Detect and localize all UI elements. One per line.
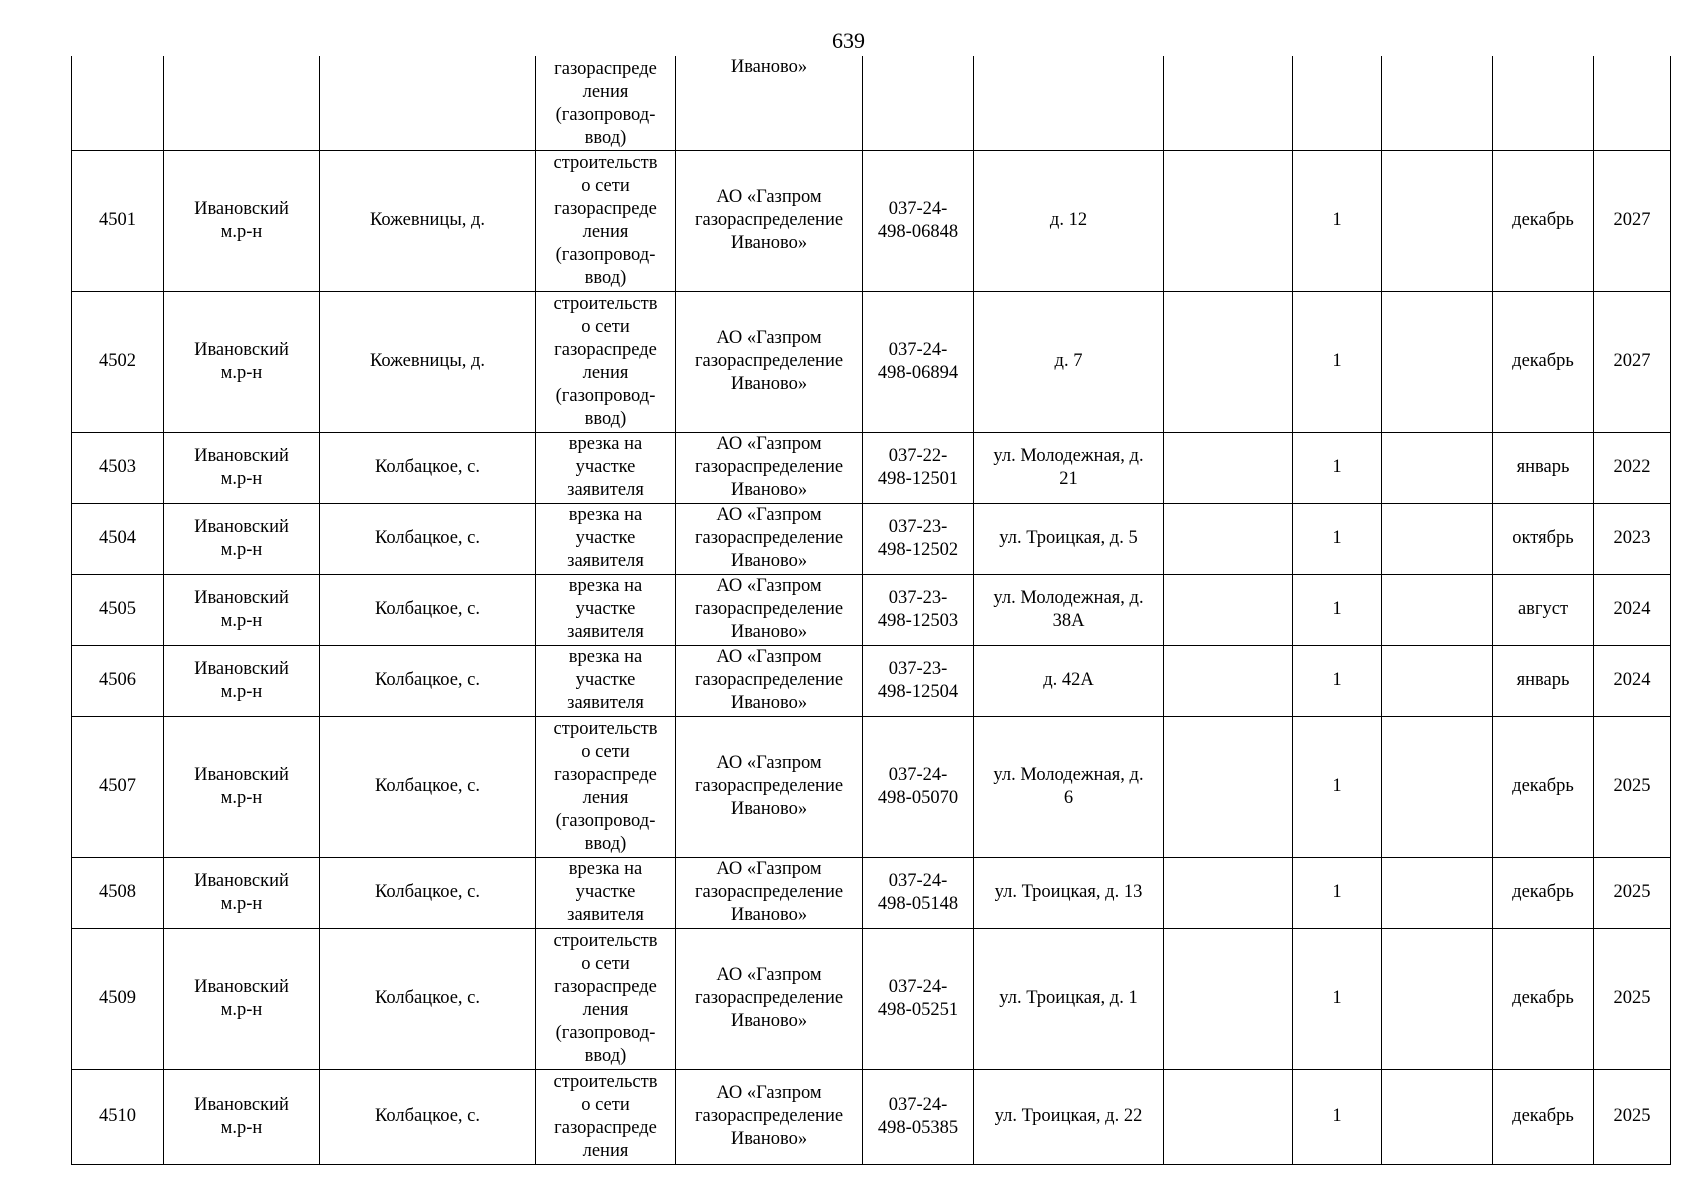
- organization-line: АО «Газпром: [716, 1083, 822, 1103]
- district-line: м.р-н: [220, 221, 263, 242]
- cell-work-type: [536, 574, 676, 645]
- cell-month: январь: [1493, 432, 1594, 503]
- cell-work-type: [536, 716, 676, 857]
- organization-line: газораспределение: [694, 882, 844, 902]
- table-row: [72, 1069, 1671, 1164]
- work-type-line: участке: [575, 882, 636, 902]
- address-line: д. 7: [1054, 351, 1083, 371]
- cell-month: декабрь: [1493, 1069, 1594, 1164]
- cell-organization: [676, 503, 863, 574]
- work-type-line: ления: [582, 999, 629, 1020]
- organization-line: газораспределение: [694, 351, 844, 371]
- cell-address: [974, 1069, 1164, 1164]
- organization-line: Иваново»: [730, 905, 808, 925]
- cell-count: 1: [1293, 928, 1382, 1069]
- cell-empty: [1382, 857, 1493, 928]
- cell-year: 2025: [1594, 716, 1671, 857]
- organization-line: АО «Газпром: [716, 859, 822, 879]
- cell-count: 1: [1293, 291, 1382, 432]
- cell-empty: [1382, 716, 1493, 857]
- cell-month: декабрь: [1493, 857, 1594, 928]
- address-line: д. 12: [1049, 210, 1088, 230]
- cell-district: [164, 857, 320, 928]
- cell-month: декабрь: [1493, 291, 1594, 432]
- work-type-line: строительств: [553, 152, 658, 173]
- work-type-line: врезка на: [568, 434, 643, 454]
- cell-organization: [676, 857, 863, 928]
- cell-number: 4507: [72, 716, 164, 857]
- cell-number: [72, 56, 164, 150]
- table-row: [72, 928, 1671, 1069]
- organization-line: АО «Газпром: [716, 753, 822, 773]
- cell-year: 2027: [1594, 150, 1671, 291]
- table-body: [72, 56, 1671, 1164]
- code-line: 037-23-: [888, 658, 948, 679]
- cell-month: август: [1493, 574, 1594, 645]
- cell-work-type: [536, 56, 676, 150]
- cell-empty: [1382, 1069, 1493, 1164]
- organization-line: Иваново»: [730, 1129, 808, 1149]
- work-type-line: заявителя: [567, 480, 644, 500]
- work-type-line: ввод): [584, 408, 627, 429]
- district-line: Ивановский: [194, 658, 289, 679]
- organization-line: газораспределение: [694, 599, 844, 619]
- organization-line: Иваново»: [730, 622, 808, 642]
- cell-empty: [1382, 503, 1493, 574]
- code-line: 498-05251: [877, 999, 959, 1020]
- code-line: 037-24-: [888, 198, 948, 219]
- organization-line: АО «Газпром: [716, 505, 822, 525]
- table-row: [72, 574, 1671, 645]
- work-type-line: о сети: [581, 1094, 630, 1115]
- cell-empty: [1164, 716, 1293, 857]
- work-type-line: строительств: [553, 293, 658, 314]
- cell-work-type: [536, 928, 676, 1069]
- cell-year: 2027: [1594, 291, 1671, 432]
- district-line: Ивановский: [194, 870, 289, 891]
- cell-year: 2025: [1594, 857, 1671, 928]
- cell-work-type: [536, 857, 676, 928]
- cell-empty: [1164, 574, 1293, 645]
- cell-year: 2024: [1594, 645, 1671, 716]
- code-line: 498-12501: [877, 468, 959, 489]
- address-line: ул. Троицкая, д. 22: [994, 1106, 1143, 1126]
- organization-line: Иваново»: [730, 799, 808, 819]
- cell-locality: Колбацкое, с.: [320, 432, 536, 503]
- cell-work-type: [536, 150, 676, 291]
- organization-line: Иваново»: [730, 374, 808, 394]
- cell-district: [164, 716, 320, 857]
- organization-line: газораспределение: [694, 210, 844, 230]
- work-type-line: ввод): [584, 833, 627, 854]
- code-line: 498-05070: [877, 787, 959, 808]
- cell-count: [1293, 56, 1382, 150]
- work-type-line: о сети: [581, 316, 630, 337]
- table-row: [72, 291, 1671, 432]
- cell-year: 2023: [1594, 503, 1671, 574]
- work-type-line: газораспреде: [554, 198, 657, 219]
- cell-number: 4506: [72, 645, 164, 716]
- cell-count: 1: [1293, 645, 1382, 716]
- cell-empty: [1382, 56, 1493, 150]
- cell-organization: [676, 574, 863, 645]
- cell-address: [974, 574, 1164, 645]
- table-row-continued: [72, 56, 1671, 150]
- cell-code: [863, 574, 974, 645]
- cell-number: 4503: [72, 432, 164, 503]
- district-line: м.р-н: [220, 681, 263, 702]
- organization-line: Иваново»: [730, 551, 808, 571]
- address-line: ул. Молодежная, д.: [993, 445, 1144, 466]
- cell-organization: [676, 928, 863, 1069]
- work-type-line: ления: [582, 1140, 629, 1161]
- cell-work-type: [536, 645, 676, 716]
- cell-organization: [676, 150, 863, 291]
- work-type-line: заявителя: [567, 693, 644, 713]
- table-row: [72, 432, 1671, 503]
- cell-address: [974, 503, 1164, 574]
- work-type-line: газораспреде: [554, 1117, 657, 1138]
- code-line: 037-23-: [888, 516, 948, 537]
- work-type-line: ления: [582, 81, 629, 102]
- cell-empty: [1382, 150, 1493, 291]
- work-type-line: участке: [575, 457, 636, 477]
- code-line: 037-24-: [888, 339, 948, 360]
- organization-line: АО «Газпром: [716, 187, 822, 207]
- district-line: Ивановский: [194, 764, 289, 785]
- work-type-line: участке: [575, 528, 636, 548]
- district-line: Ивановский: [194, 198, 289, 219]
- cell-empty: [1382, 291, 1493, 432]
- address-line: ул. Троицкая, д. 13: [994, 882, 1143, 902]
- cell-address: [974, 56, 1164, 150]
- cell-district: [164, 432, 320, 503]
- cell-locality: Колбацкое, с.: [320, 1069, 536, 1164]
- cell-locality: Колбацкое, с.: [320, 645, 536, 716]
- organization-line: газораспределение: [694, 988, 844, 1008]
- cell-district: [164, 645, 320, 716]
- cell-code: [863, 150, 974, 291]
- cell-district: [164, 574, 320, 645]
- cell-month: октябрь: [1493, 503, 1594, 574]
- cell-number: 4509: [72, 928, 164, 1069]
- cell-organization: [676, 56, 863, 150]
- cell-empty: [1382, 645, 1493, 716]
- cell-locality: [320, 56, 536, 150]
- cell-empty: [1164, 928, 1293, 1069]
- address-line: ул. Троицкая, д. 1: [999, 988, 1138, 1008]
- cell-year: 2025: [1594, 1069, 1671, 1164]
- cell-district: [164, 1069, 320, 1164]
- work-type-line: (газопровод-: [555, 104, 656, 125]
- work-type-line: строительств: [553, 1071, 658, 1092]
- work-type-line: (газопровод-: [555, 810, 656, 831]
- organization-line: Иваново»: [730, 233, 808, 253]
- cell-number: 4502: [72, 291, 164, 432]
- organization-line: газораспределение: [694, 776, 844, 796]
- code-line: 498-06848: [877, 221, 959, 242]
- cell-locality: Колбацкое, с.: [320, 574, 536, 645]
- cell-number: 4510: [72, 1069, 164, 1164]
- cell-number: 4501: [72, 150, 164, 291]
- organization-line: Иваново»: [730, 1011, 808, 1031]
- code-line: 037-22-: [888, 445, 948, 466]
- cell-work-type: [536, 432, 676, 503]
- work-type-line: участке: [575, 670, 636, 690]
- cell-count: 1: [1293, 574, 1382, 645]
- work-type-line: ввод): [584, 127, 627, 148]
- work-type-line: о сети: [581, 953, 630, 974]
- cell-district: [164, 56, 320, 150]
- district-line: Ивановский: [194, 445, 289, 466]
- organization-line: газораспределение: [694, 670, 844, 690]
- table-row: [72, 857, 1671, 928]
- cell-code: [863, 645, 974, 716]
- cell-empty: [1382, 928, 1493, 1069]
- work-type-line: врезка на: [568, 859, 643, 879]
- work-type-line: врезка на: [568, 647, 643, 667]
- code-line: 037-24-: [888, 1094, 948, 1115]
- district-line: Ивановский: [194, 339, 289, 360]
- address-line: 6: [1063, 787, 1074, 808]
- cell-count: 1: [1293, 1069, 1382, 1164]
- organization-line: АО «Газпром: [716, 328, 822, 348]
- address-line: д. 42А: [1043, 670, 1094, 690]
- work-type-line: (газопровод-: [555, 1022, 656, 1043]
- cell-count: 1: [1293, 503, 1382, 574]
- district-line: м.р-н: [220, 999, 263, 1020]
- cell-year: 2022: [1594, 432, 1671, 503]
- code-line: 037-24-: [888, 870, 948, 891]
- cell-address: [974, 716, 1164, 857]
- cell-code: [863, 928, 974, 1069]
- cell-work-type: [536, 1069, 676, 1164]
- address-line: 38А: [1052, 610, 1085, 631]
- work-type-line: газораспреде: [554, 976, 657, 997]
- work-type-line: строительств: [553, 718, 658, 739]
- district-line: м.р-н: [220, 893, 263, 914]
- cell-empty: [1382, 432, 1493, 503]
- work-type-line: заявителя: [567, 622, 644, 642]
- district-line: м.р-н: [220, 362, 263, 383]
- code-line: 498-12504: [877, 681, 959, 702]
- cell-work-type: [536, 503, 676, 574]
- district-line: Ивановский: [194, 1094, 289, 1115]
- district-line: Ивановский: [194, 587, 289, 608]
- organization-line: Иваново»: [730, 57, 808, 77]
- cell-code: [863, 716, 974, 857]
- address-line: ул. Молодежная, д.: [993, 587, 1144, 608]
- district-line: м.р-н: [220, 610, 263, 631]
- cell-locality: Кожевницы, д.: [320, 291, 536, 432]
- organization-line: АО «Газпром: [716, 576, 822, 596]
- organization-line: АО «Газпром: [716, 434, 822, 454]
- code-line: 498-06894: [877, 362, 959, 383]
- work-type-line: участке: [575, 599, 636, 619]
- work-type-line: газораспреде: [554, 339, 657, 360]
- organization-line: газораспределение: [694, 1106, 844, 1126]
- cell-address: [974, 291, 1164, 432]
- cell-empty: [1164, 645, 1293, 716]
- cell-district: [164, 928, 320, 1069]
- cell-locality: Колбацкое, с.: [320, 503, 536, 574]
- cell-empty: [1382, 574, 1493, 645]
- code-line: 498-12503: [877, 610, 959, 631]
- cell-month: декабрь: [1493, 716, 1594, 857]
- cell-locality: Колбацкое, с.: [320, 857, 536, 928]
- cell-month: декабрь: [1493, 928, 1594, 1069]
- organization-line: газораспределение: [694, 457, 844, 477]
- cell-count: 1: [1293, 432, 1382, 503]
- cell-organization: [676, 432, 863, 503]
- work-type-line: ления: [582, 221, 629, 242]
- cell-code: [863, 291, 974, 432]
- work-type-line: ления: [582, 362, 629, 383]
- cell-organization: [676, 1069, 863, 1164]
- address-line: ул. Троицкая, д. 5: [999, 528, 1138, 548]
- code-line: 037-24-: [888, 976, 948, 997]
- cell-district: [164, 503, 320, 574]
- code-line: 037-23-: [888, 587, 948, 608]
- cell-organization: [676, 645, 863, 716]
- cell-district: [164, 291, 320, 432]
- cell-address: [974, 150, 1164, 291]
- table-row: [72, 716, 1671, 857]
- cell-month: [1493, 56, 1594, 150]
- cell-address: [974, 928, 1164, 1069]
- table-row: [72, 150, 1671, 291]
- cell-empty: [1164, 857, 1293, 928]
- cell-empty: [1164, 503, 1293, 574]
- organization-line: Иваново»: [730, 693, 808, 713]
- district-line: Ивановский: [194, 976, 289, 997]
- district-line: м.р-н: [220, 1117, 263, 1138]
- cell-count: 1: [1293, 150, 1382, 291]
- cell-organization: [676, 716, 863, 857]
- cell-empty: [1164, 432, 1293, 503]
- district-line: м.р-н: [220, 539, 263, 560]
- organization-line: газораспределение: [694, 528, 844, 548]
- work-type-line: ввод): [584, 1045, 627, 1066]
- work-type-line: заявителя: [567, 905, 644, 925]
- district-line: Ивановский: [194, 516, 289, 537]
- cell-organization: [676, 291, 863, 432]
- cell-address: [974, 645, 1164, 716]
- work-type-line: ления: [582, 787, 629, 808]
- code-line: 498-05148: [877, 893, 959, 914]
- cell-month: январь: [1493, 645, 1594, 716]
- cell-number: 4508: [72, 857, 164, 928]
- work-type-line: о сети: [581, 175, 630, 196]
- organization-line: АО «Газпром: [716, 647, 822, 667]
- cell-code: [863, 503, 974, 574]
- work-type-line: строительств: [553, 930, 658, 951]
- table-row: [72, 645, 1671, 716]
- cell-number: 4504: [72, 503, 164, 574]
- cell-work-type: [536, 291, 676, 432]
- cell-code: [863, 857, 974, 928]
- cell-empty: [1164, 150, 1293, 291]
- work-type-line: (газопровод-: [555, 385, 656, 406]
- cell-address: [974, 857, 1164, 928]
- cell-year: 2024: [1594, 574, 1671, 645]
- work-type-line: врезка на: [568, 576, 643, 596]
- cell-address: [974, 432, 1164, 503]
- table-row: [72, 503, 1671, 574]
- cell-empty: [1164, 291, 1293, 432]
- organization-line: АО «Газпром: [716, 965, 822, 985]
- cell-locality: Колбацкое, с.: [320, 928, 536, 1069]
- district-line: м.р-н: [220, 787, 263, 808]
- cell-number: 4505: [72, 574, 164, 645]
- cell-locality: Колбацкое, с.: [320, 716, 536, 857]
- cell-month: декабрь: [1493, 150, 1594, 291]
- work-type-line: газораспреде: [554, 58, 657, 79]
- work-type-line: о сети: [581, 741, 630, 762]
- code-line: 498-12502: [877, 539, 959, 560]
- code-line: 037-24-: [888, 764, 948, 785]
- code-line: 498-05385: [877, 1117, 959, 1138]
- cell-code: [863, 1069, 974, 1164]
- cell-locality: Кожевницы, д.: [320, 150, 536, 291]
- address-line: 21: [1059, 468, 1078, 489]
- work-type-line: газораспреде: [554, 764, 657, 785]
- cell-count: 1: [1293, 716, 1382, 857]
- cell-code: [863, 432, 974, 503]
- organization-line: Иваново»: [730, 480, 808, 500]
- page-number: 639: [832, 28, 865, 53]
- district-line: м.р-н: [220, 468, 263, 489]
- gasification-table: [71, 56, 1671, 1165]
- cell-code: [863, 56, 974, 150]
- work-type-line: ввод): [584, 267, 627, 288]
- address-line: ул. Молодежная, д.: [993, 764, 1144, 785]
- work-type-line: (газопровод-: [555, 244, 656, 265]
- cell-empty: [1164, 1069, 1293, 1164]
- cell-empty: [1164, 56, 1293, 150]
- cell-count: 1: [1293, 857, 1382, 928]
- cell-year: [1594, 56, 1671, 150]
- work-type-line: заявителя: [567, 551, 644, 571]
- work-type-line: врезка на: [568, 505, 643, 525]
- cell-year: 2025: [1594, 928, 1671, 1069]
- cell-district: [164, 150, 320, 291]
